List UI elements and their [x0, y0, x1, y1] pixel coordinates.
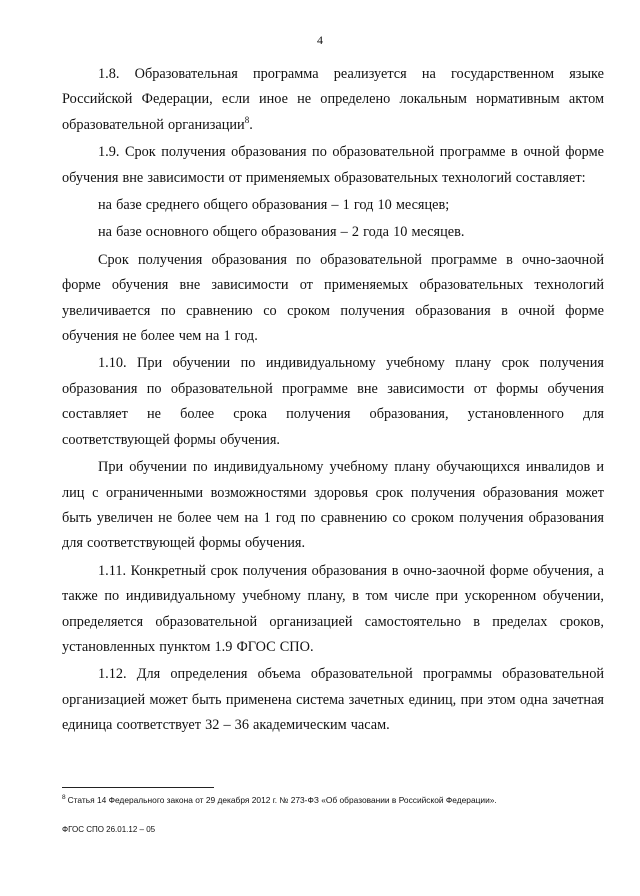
page-number: 4: [317, 33, 323, 47]
paragraph-part-time-term: Срок получения образования по образовательной программе в очно-заочной форме обучения вне зависимости от применяемых образовательных технологий увеличивается по сравнению со сроком получения образования в очной форме обучения не более чем на 1 год.: [62, 251, 604, 345]
document-body: [62, 62, 604, 741]
paragraph-1-10: 1.10. При обучении по индивидуальному учебному плану срок получения образования по образовательной программе вне зависимости от формы обучения составляет не более срока получения образования, установленного для соответствующей формы обучения.: [62, 355, 604, 448]
footnote-text: Статья 14 Федерального закона от 29 декабря 2012 г. № 273-ФЗ «Об образовании в Российской Федерации».: [67, 795, 497, 805]
paragraph-1-12: 1.12. Для определения объема образовательной программы образовательной организацией может быть применена система зачетных единиц, при этом одна зачетная единица соответствует 32 – 36 академическим часам.: [62, 666, 604, 734]
paragraph-disabled-students-term: При обучении по индивидуальному учебному плану обучающихся инвалидов и лиц с ограниченными возможностями здоровья срок получения образования может быть увеличен не более чем на 1 год по сравнению со сроком получения образования для соответствующей формы обучения.: [62, 459, 604, 552]
paragraph-1-11: 1.11. Конкретный срок получения образования в очно-заочной форме обучения, а также по индивидуальному учебному плану, в том числе при ускоренном обучении, определяется образовательной организацией самостоятельно в пределах сроков, установленных пунктом 1.9 ФГОС СПО.: [62, 562, 604, 655]
paragraph-1-9: 1.9. Срок получения образования по образовательной программе в очной форме обучения вне зависимости от применяемых образовательных технологий составляет:: [62, 144, 604, 186]
paragraph-basic-general-term: на базе основного общего образования – 2 года 10 месяцев.: [98, 224, 465, 241]
footnote-number: 8: [62, 794, 66, 802]
document-code-footer: ФГОС СПО 26.01.12 – 05: [62, 825, 156, 834]
paragraph-text: 1.8. Образовательная программа реализуется на государственном языке Российской Федерации, если иное не определено локальным нормативным актом образовательной организации: [62, 66, 604, 133]
footnote: [62, 794, 604, 806]
footnote-divider: [62, 787, 214, 788]
paragraph-1-8: [62, 62, 604, 138]
footnote-reference[interactable]: 8: [244, 115, 250, 126]
paragraph-end-punct: .: [249, 116, 253, 133]
paragraph-secondary-general-term: на базе среднего общего образования – 1 год 10 месяцев;: [98, 197, 450, 214]
